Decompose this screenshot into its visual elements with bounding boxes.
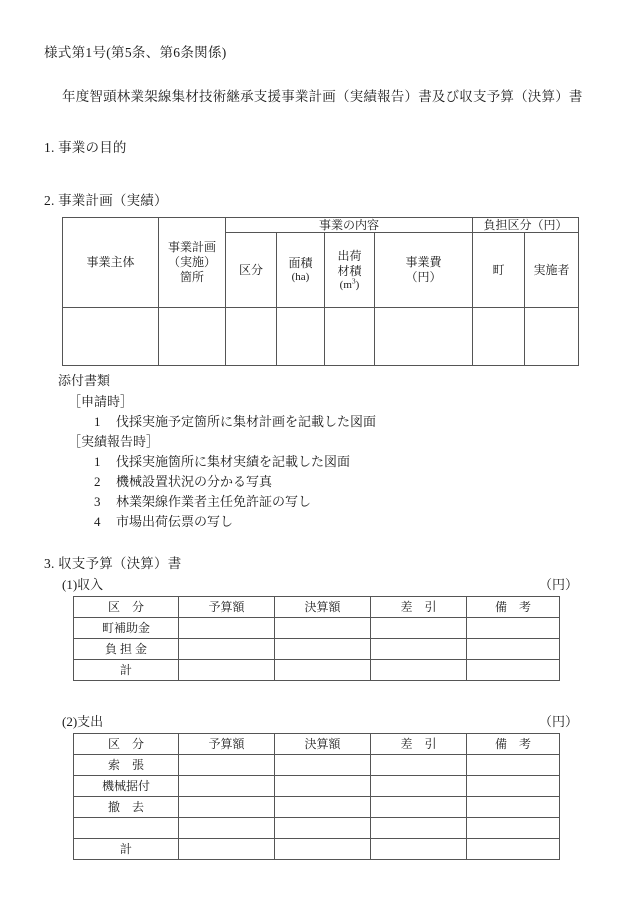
plan-cell-subject[interactable]: [63, 308, 159, 366]
expense-block: [44, 714, 578, 860]
attachments-group-application-list: [58, 412, 578, 432]
income-cell-difference[interactable]: [371, 660, 467, 681]
table-row[interactable]: [74, 755, 560, 776]
expense-cell-remarks[interactable]: [467, 839, 560, 860]
plan-header-division: 区分: [226, 233, 277, 308]
section-purpose-heading: 1. 事業の目的: [44, 139, 127, 155]
income-col-remarks: 備 考: [467, 597, 560, 618]
plan-volume-unit-open: (m: [339, 278, 352, 291]
expense-col-settlement: 決算額: [275, 734, 371, 755]
expense-cell-remarks[interactable]: [467, 797, 560, 818]
table-row[interactable]: [74, 618, 560, 639]
expense-cell-difference[interactable]: [371, 818, 467, 839]
attachments-group-report-heading: ［実績報告時］: [68, 433, 160, 449]
income-row-label-subsidy: 町補助金: [74, 618, 179, 639]
income-cell-budget[interactable]: [179, 639, 275, 660]
attachment-item-number: 1: [94, 454, 101, 470]
attachments-block: [44, 371, 578, 532]
expense-row-label-removal: 撤 去: [74, 797, 179, 818]
expense-cell-settlement[interactable]: [275, 839, 371, 860]
list-item: [94, 512, 578, 532]
income-cell-settlement[interactable]: [275, 639, 371, 660]
plan-cell-town[interactable]: [473, 308, 525, 366]
attachment-item-text: 伐採実施予定箇所に集材計画を記載した図面: [116, 413, 377, 429]
document-title: 年度智頭林業架線集材技術継承支援事業計画（実績報告）書及び収支予算（決算）書: [62, 88, 583, 104]
expense-cell-difference[interactable]: [371, 776, 467, 797]
section-budget-heading: 3. 収支予算（決算）書: [44, 555, 182, 571]
attachment-item-text: 伐採実施箇所に集材実績を記載した図面: [116, 454, 351, 470]
income-cell-remarks[interactable]: [467, 660, 560, 681]
plan-volume-unit-exponent: 3: [351, 275, 356, 285]
income-cell-difference[interactable]: [371, 639, 467, 660]
attachment-item-number: 1: [94, 413, 101, 429]
plan-header-area: [277, 233, 325, 308]
attachment-item-number: 2: [94, 474, 101, 490]
income-row-label-contribution: 負 担 金: [74, 639, 179, 660]
expense-cell-budget[interactable]: [179, 797, 275, 818]
attachment-item-text: 市場出荷伝票の写し: [116, 514, 234, 530]
attachment-item-text: 林業架線作業者主任免許証の写し: [116, 494, 312, 510]
plan-cell-area[interactable]: [277, 308, 325, 366]
expense-header: [74, 734, 560, 755]
expense-row-label-installation: 機械据付: [74, 776, 179, 797]
list-item: [94, 452, 578, 472]
income-unit: （円）: [538, 577, 578, 593]
expense-cell-remarks[interactable]: [467, 776, 560, 797]
plan-header-volume-unit: [325, 275, 374, 293]
expense-cell-difference[interactable]: [371, 797, 467, 818]
income-block: [44, 577, 578, 681]
expense-cell-difference[interactable]: [371, 839, 467, 860]
income-cell-settlement[interactable]: [275, 660, 371, 681]
income-col-budget: 予算額: [179, 597, 275, 618]
list-item: [94, 492, 578, 512]
plan-header-volume: [325, 233, 375, 308]
plan-cell-location[interactable]: [159, 308, 226, 366]
plan-table: [62, 217, 579, 367]
income-col-settlement: 決算額: [275, 597, 371, 618]
plan-header-volume-line2: 材積: [337, 263, 362, 278]
expense-col-budget: 予算額: [179, 734, 275, 755]
expense-cell-budget[interactable]: [179, 776, 275, 797]
plan-header-location-line1: 事業計画: [167, 240, 216, 255]
income-cell-difference[interactable]: [371, 618, 467, 639]
expense-cell-settlement[interactable]: [275, 797, 371, 818]
income-col-difference: 差 引: [371, 597, 467, 618]
table-row[interactable]: [74, 797, 560, 818]
expense-unit: （円）: [538, 714, 578, 730]
plan-header-burden-group: 負担区分（円）: [473, 217, 579, 233]
plan-cell-cost[interactable]: [375, 308, 473, 366]
table-row[interactable]: [74, 776, 560, 797]
plan-header-area-line1: 面積: [288, 256, 313, 271]
income-header: [74, 597, 560, 618]
attachment-item-number: 4: [94, 514, 101, 530]
income-table: [73, 596, 560, 681]
attachment-item-number: 3: [94, 494, 101, 510]
plan-header-location: [159, 217, 226, 308]
plan-header-operator: 実施者: [525, 233, 579, 308]
expense-cell-budget[interactable]: [179, 755, 275, 776]
plan-table-wrapper: [44, 217, 578, 367]
expense-col-division: 区 分: [74, 734, 179, 755]
table-row[interactable]: [74, 818, 560, 839]
expense-header-row: [62, 714, 578, 733]
expense-cell-settlement[interactable]: [275, 776, 371, 797]
income-col-division: 区 分: [74, 597, 179, 618]
plan-header-cost: [375, 233, 473, 308]
income-header-row: [62, 577, 578, 596]
expense-row-label-rigging: 索 張: [74, 755, 179, 776]
plan-cell-operator[interactable]: [525, 308, 579, 366]
plan-cell-volume[interactable]: [325, 308, 375, 366]
plan-header-location-line3: 箇所: [179, 270, 204, 285]
plan-header-location-line2: （実施）: [167, 255, 216, 270]
income-label: (1)収入: [62, 577, 104, 593]
income-cell-settlement[interactable]: [275, 618, 371, 639]
attachments-title: 添付書類: [58, 373, 111, 389]
income-cell-remarks[interactable]: [467, 639, 560, 660]
plan-volume-unit-close: ): [355, 278, 360, 291]
attachments-group-report-list: [58, 452, 578, 533]
table-row[interactable]: [74, 639, 560, 660]
expense-row-label-blank[interactable]: [74, 818, 179, 839]
expense-col-remarks: 備 考: [467, 734, 560, 755]
plan-header-contents-group: 事業の内容: [226, 217, 473, 233]
form-number: 様式第1号(第5条、第6条関係): [44, 45, 227, 60]
table-row[interactable]: [74, 839, 560, 860]
attachments-group-application-heading: ［申請時］: [68, 393, 134, 409]
section-plan-heading: 2. 事業計画（実績）: [44, 193, 168, 209]
income-cell-remarks[interactable]: [467, 618, 560, 639]
plan-header-town: 町: [473, 233, 525, 308]
list-item: [94, 472, 578, 492]
expense-col-difference: 差 引: [371, 734, 467, 755]
income-row-label-total: 計: [74, 660, 179, 681]
plan-cell-division[interactable]: [226, 308, 277, 366]
expense-cell-settlement[interactable]: [275, 755, 371, 776]
plan-data-row[interactable]: [63, 308, 579, 366]
expense-cell-settlement[interactable]: [275, 818, 371, 839]
table-row[interactable]: [74, 660, 560, 681]
expense-table: [73, 733, 560, 860]
plan-header-cost-line1: 事業費: [405, 255, 442, 270]
expense-cell-budget[interactable]: [179, 818, 275, 839]
expense-cell-budget[interactable]: [179, 839, 275, 860]
income-cell-budget[interactable]: [179, 618, 275, 639]
income-cell-budget[interactable]: [179, 660, 275, 681]
plan-header-cost-line2: （円）: [405, 270, 442, 285]
plan-header-row-1: [63, 217, 579, 233]
attachment-item-text: 機械設置状況の分かる写真: [116, 474, 273, 490]
expense-cell-remarks[interactable]: [467, 755, 560, 776]
plan-header-volume-line1: 出荷: [337, 248, 362, 263]
plan-header-area-line2: (ha): [291, 271, 310, 284]
plan-header-subject: 事業主体: [63, 217, 159, 308]
expense-cell-remarks[interactable]: [467, 818, 560, 839]
expense-cell-difference[interactable]: [371, 755, 467, 776]
expense-row-label-total: 計: [74, 839, 179, 860]
expense-label: (2)支出: [62, 714, 104, 730]
list-item: [94, 412, 578, 432]
